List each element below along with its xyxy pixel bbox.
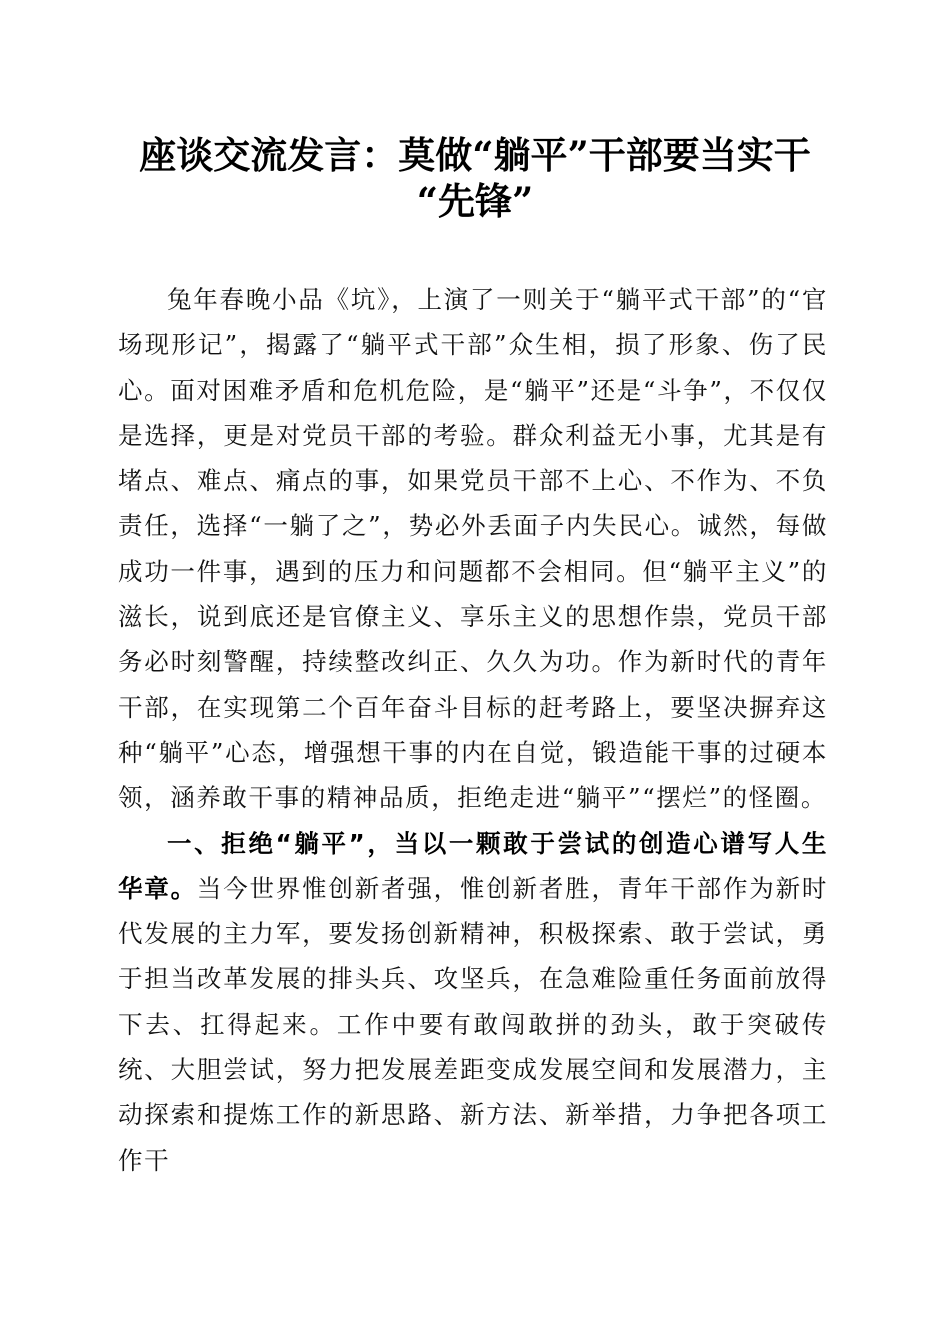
document-body [118, 277, 828, 1183]
paragraph-section-1 [118, 821, 828, 1183]
paragraph-text: 兔年春晚小品《坑》，上演了一则关于“躺平式干部”的“官场现形记”，揭露了“躺平式干部”众生相，损了形象、伤了民心。面对困难矛盾和危机危险，是“躺平”还是“斗争”，不仅仅是选择，更是对党员干部的考验。群众利益无小事，尤其是有堵点、难点、痛点的事，如果党员干部不上心、不作为、不负责任，选择“一躺了之”，势必外丢面子内失民心。诚然，每做成功一件事，遇到的压力和问题都不会相同。但“躺平主义”的滋长，说到底还是官僚主义、享乐主义的思想作祟，党员干部务必时刻警醒，持续整改纠正、久久为功。作为新时代的青年干部，在实现第二个百年奋斗目标的赶考路上，要坚决摒弃这种“躺平”心态，增强想干事的内在自觉，锻造能干事的过硬本领，涵养敢干事的精神品质，拒绝走进“躺平”“摆烂”的怪圈。 [118, 285, 828, 813]
paragraph-intro [118, 277, 828, 821]
paragraph-text: 当今世界惟创新者强，惟创新者胜，青年干部作为新时代发展的主力军，要发扬创新精神，积极探索、敢于尝试，勇于担当改革发展的排头兵、攻坚兵，在急难险重任务面前放得下去、扛得起来。工作中要有敢闯敢拼的劲头，敢于突破传统、大胆尝试，努力把发展差距变成发展空间和发展潜力，主动探索和提炼工作的新思路、新方法、新举措，力争把各项工作干 [118, 873, 828, 1175]
title-line-1: 座谈交流发言：莫做“躺平”干部要当实干 [139, 133, 811, 177]
document-title [100, 132, 850, 224]
section-heading: 一、拒绝“躺平”，当以一颗敢于尝试的创造心谱写人生华章。 [118, 828, 828, 903]
title-line-2: “先锋” [416, 179, 534, 223]
